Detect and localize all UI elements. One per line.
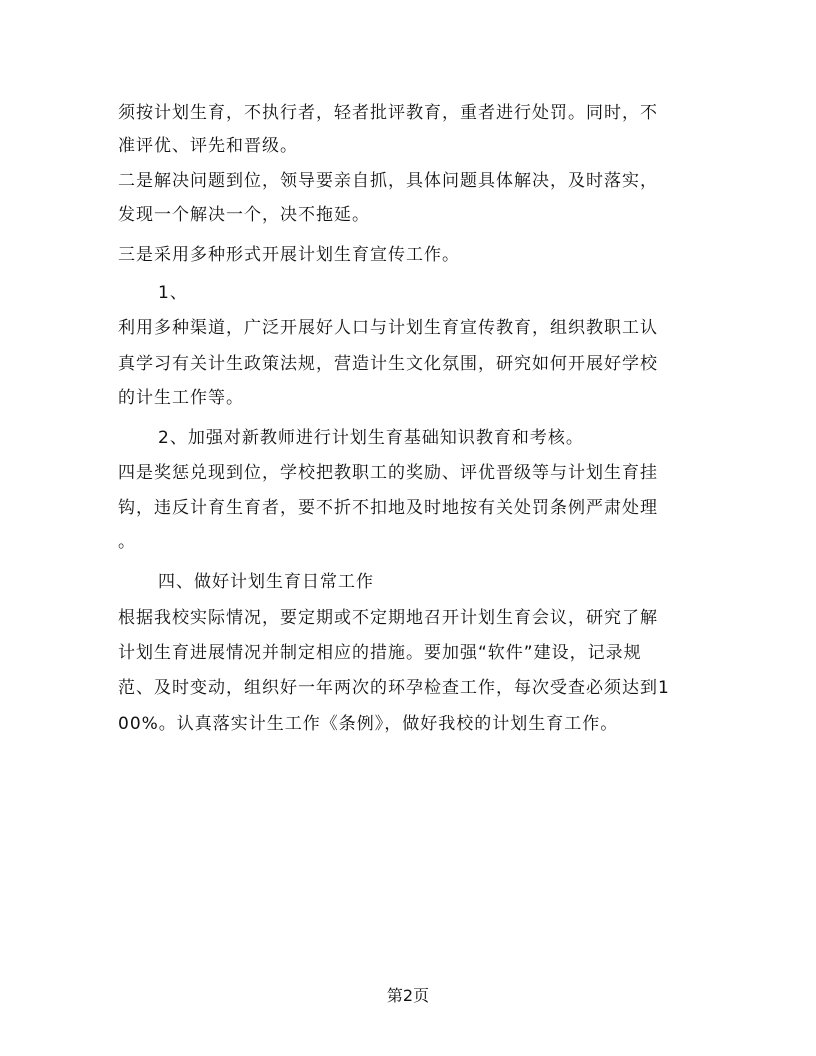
text-line-13: 。	[118, 532, 136, 552]
section-heading: 四、做好计划生育日常工作	[158, 572, 374, 592]
page-number: 第2页	[386, 986, 430, 1005]
text-line-17: 范、及时变动，组织好一年两次的环孕检查工作，每次受查必须达到1	[118, 678, 670, 698]
text-line-8: 真学习有关计生政策法规，营造计生文化氛围，研究如何开展好学校	[118, 354, 658, 374]
text-line-3: 二是解决问题到位，领导要亲自抓，具体问题具体解决，及时落实，	[118, 171, 658, 191]
text-line-11: 四是奖惩兑现到位，学校把教职工的奖励、评优晋级等与计划生育挂	[118, 463, 658, 483]
list-number-1: 1、	[158, 283, 188, 303]
text-line-5: 三是采用多种形式开展计划生育宣传工作。	[118, 245, 460, 265]
text-line-4: 发现一个解决一个，决不拖延。	[118, 205, 370, 225]
text-line-1: 须按计划生育，不执行者，轻者批评教育，重者进行处罚。同时，不	[118, 103, 658, 123]
text-line-15: 根据我校实际情况，要定期或不定期地召开计划生育会议，研究了解	[118, 608, 658, 628]
text-line-7: 利用多种渠道，广泛开展好人口与计划生育宣传教育，组织教职工认	[118, 318, 658, 338]
text-line-2: 准评优、评先和晋级。	[118, 136, 298, 156]
text-line-16: 计划生育进展情况并制定相应的措施。要加强“软件”建设，记录规	[118, 643, 642, 663]
text-line-10: 2、加强对新教师进行计划生育基础知识教育和考核。	[158, 428, 584, 448]
text-line-9: 的计生工作等。	[118, 388, 244, 408]
text-line-12: 钩，违反计育生育者，要不折不扣地及时地按有关处罚条例严肃处理	[118, 498, 658, 518]
text-line-18: 00%。认真落实计生工作《条例》，做好我校的计划生育工作。	[118, 714, 619, 734]
